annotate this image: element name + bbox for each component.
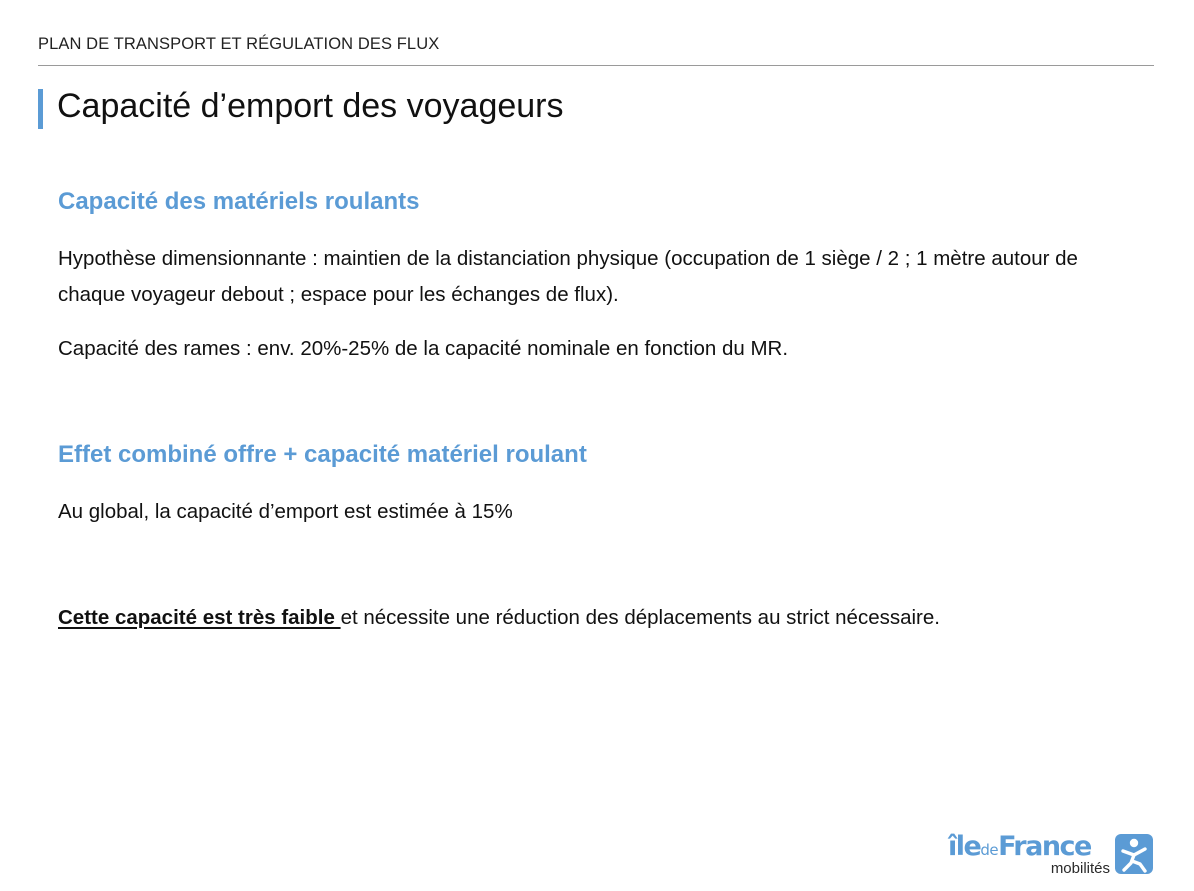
iledefrance-mobilites-logo <box>948 832 1158 880</box>
header-divider <box>38 65 1154 66</box>
paragraph-hypothesis: Hypothèse dimensionnante : maintien de la distanciation physique (occupation de 1 siège / 2 ; 1 mètre autour de chaque voyageur debout ; espace pour les échanges de flux). <box>58 247 1078 306</box>
title-accent-bar <box>38 89 43 129</box>
conclusion-emphasis: Cette capacité est très faible <box>58 606 341 629</box>
section-heading-combined-effect: Effet combiné offre + capacité matériel roulant <box>58 441 587 468</box>
logo-subtitle: mobilités <box>1050 860 1110 877</box>
conclusion-statement <box>58 600 940 636</box>
person-icon <box>1115 834 1153 874</box>
logo-word-de: de <box>980 841 999 859</box>
header-label: PLAN DE TRANSPORT ET RÉGULATION DES FLUX <box>38 35 440 53</box>
section-heading-rolling-stock: Capacité des matériels roulants <box>58 188 420 215</box>
logo-word-france: France <box>998 831 1091 862</box>
logo-word-ile: île <box>948 831 981 862</box>
paragraph-global-capacity: Au global, la capacité d’emport est estimée à 15% <box>58 500 513 523</box>
conclusion-rest: et nécessite une réduction des déplacements au strict nécessaire. <box>340 606 940 629</box>
page-title: Capacité d’emport des voyageurs <box>57 87 564 125</box>
paragraph-train-capacity: Capacité des rames : env. 20%-25% de la capacité nominale en fonction du MR. <box>58 337 789 360</box>
